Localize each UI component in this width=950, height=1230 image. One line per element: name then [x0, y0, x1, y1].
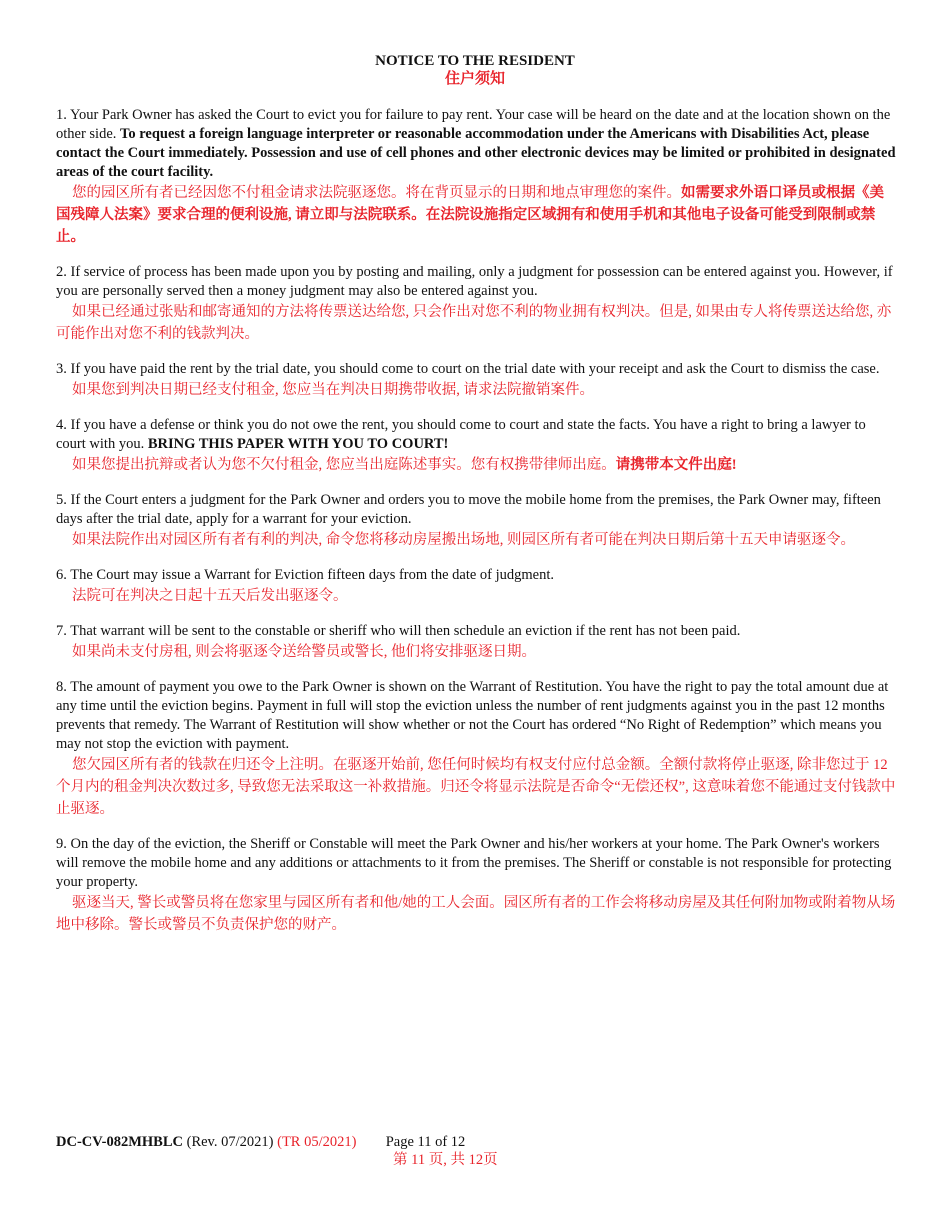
item-chinese-text [56, 182, 898, 248]
notice-item-4 [56, 416, 898, 476]
item-english-text [56, 106, 898, 182]
notice-body [56, 106, 898, 951]
page-title: NOTICE TO THE RESIDENT [375, 53, 575, 69]
item-text-zh: 如果您提出抗辩或者认为您不欠付租金, 您应当出庭陈述事实。您有权携带律师出庭。 [72, 457, 616, 473]
item-english-text: 9. On the day of the eviction, the Sheriff or Constable will meet the Park Owner and his/her workers at your home. The Park Owner's workers will remove the mobile home and any additions or attachments to it from the premises. The Sheriff or constable is not responsible for protecting your property. [56, 836, 892, 890]
page-number: Page 11 of 12 [385, 1134, 466, 1150]
item-chinese-text [56, 454, 898, 476]
page-title-chinese: 住户须知 [444, 71, 505, 87]
item-text-zh: 您的园区所有者已经因您不付租金请求法院驱逐您。将在背页显示的日期和地点审理您的案件。 [72, 185, 681, 201]
item-chinese-text: 您欠园区所有者的钱款在归还令上注明。在驱逐开始前, 您任何时候均有权支付应付总金额。全额付款将停止驱逐, 除非您过于 12 个月内的租金判决次数过多, 导致您无法采取这一补救措施。归还令将显示法院是否命令“无偿还权”, 这意味着您不能通过支付钱款中止驱逐。 [56, 757, 896, 817]
notice-item-3 [56, 360, 898, 401]
notice-item-7 [56, 622, 898, 663]
translation-revision: (TR 05/2021) [277, 1134, 357, 1150]
notice-item-8 [56, 678, 898, 820]
item-english-text: 5. If the Court enters a judgment for the Park Owner and orders you to move the mobile home from the premises, the Park Owner may, fifteen days after the trial date, apply for a warrant for your eviction. [56, 492, 881, 527]
item-chinese-text: 法院可在判决之日起十五天后发出驱逐令。 [72, 588, 348, 604]
page-number-chinese: 第 11 页, 共 12页 [393, 1152, 498, 1168]
title-block [0, 52, 950, 88]
notice-item-1 [56, 106, 898, 248]
item-chinese-text: 如果法院作出对园区所有者有利的判决, 命令您将移动房屋搬出场地, 则园区所有者可能在判决日期后第十五天申请驱逐令。 [72, 532, 855, 548]
item-chinese-text: 驱逐当天, 警长或警员将在您家里与园区所有者和他/她的工人会面。园区所有者的工作会将移动房屋及其任何附加物或附着物从场地中移除。警长或警员不负责保护您的财产。 [56, 895, 896, 933]
notice-item-9 [56, 835, 898, 936]
form-id: DC-CV-082MHBLC [56, 1134, 183, 1150]
notice-item-2 [56, 263, 898, 345]
item-text: 4. If you have a defense or think you do not owe the rent, you should come to court and state the facts. You have a right to bring a lawyer to court with you. [56, 417, 866, 452]
item-bold-text: BRING THIS PAPER WITH YOU TO COURT! [147, 436, 449, 452]
item-english-text: 2. If service of process has been made upon you by posting and mailing, only a judgment for possession can be entered against you. However, if you are personally served then a money judgment may also be entered against you. [56, 264, 893, 299]
item-bold-text-zh: 如需要求外语口译员或根据《美国残障人法案》要求合理的便利设施, 请立即与法院联系。在法院设施指定区域拥有和使用手机和其他电子设备可能受到限制或禁止。 [56, 185, 884, 245]
notice-item-5 [56, 491, 898, 551]
item-chinese-text: 如果尚未支付房租, 则会将驱逐令送给警员或警长, 他们将安排驱逐日期。 [72, 644, 536, 660]
footer [56, 1133, 465, 1151]
item-chinese-text: 如果已经通过张贴和邮寄通知的方法将传票送达给您, 只会作出对您不利的物业拥有权判决。但是, 如果由专人将传票送达给您, 亦可能作出对您不利的钱款判决。 [56, 304, 892, 342]
item-english-text [56, 416, 898, 454]
item-english-text: 6. The Court may issue a Warrant for Eviction fifteen days from the date of judgment. [56, 567, 555, 583]
form-revision: (Rev. 07/2021) [186, 1134, 274, 1150]
notice-item-6 [56, 566, 898, 607]
item-text: 1. Your Park Owner has asked the Court to evict you for failure to pay rent. Your case will be heard on the date and at the location shown on the other side. [56, 107, 891, 142]
item-bold-text: To request a foreign language interpreter or reasonable accommodation under the Americans with Disabilities Act, please contact the Court immediately. Possession and use of cell phones and other electronic devices may be limited or prohibited in designated areas of the court facility. [56, 126, 896, 180]
item-english-text: 7. That warrant will be sent to the constable or sheriff who will then schedule an eviction if the rent has not been paid. [56, 623, 741, 639]
item-english-text: 3. If you have paid the rent by the trial date, you should come to court on the trial date with your receipt and ask the Court to dismiss the case. [56, 361, 880, 377]
item-chinese-text: 如果您到判决日期已经支付租金, 您应当在判决日期携带收据, 请求法院撤销案件。 [72, 382, 594, 398]
item-bold-text-zh: 请携带本文件出庭! [615, 457, 737, 473]
item-english-text: 8. The amount of payment you owe to the Park Owner is shown on the Warrant of Restitution. You have the right to pay the total amount due at any time until the eviction begins. Payment in full will stop the eviction unless the number of rent judgments against you in the past 12 months prevents that remedy. The Warrant of Restitution will show whether or not the Court has ordered “No Right of Redemption” which means you may not stop the eviction with payment. [56, 679, 889, 752]
